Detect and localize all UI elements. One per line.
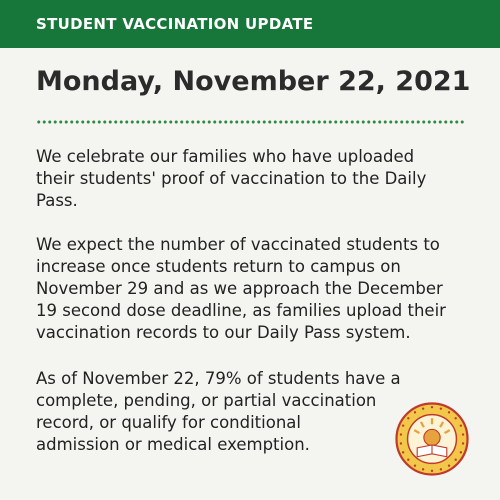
header-banner [0,0,500,48]
paragraph-line: Pass. [36,191,78,210]
paragraph-line: As of November 22, 79% of students have a [36,369,401,388]
paragraph-line: complete, pending, or partial vaccination [36,391,377,410]
paragraph-line: vaccination records to our Daily Pass system. [36,323,411,342]
paragraph-line: their students' proof of vaccination to the Daily [36,169,427,188]
paragraph-line: increase once students return to campus on [36,257,401,276]
dotted-divider [36,120,464,124]
paragraph-line: We expect the number of vaccinated students to [36,235,440,254]
banner-title: STUDENT VACCINATION UPDATE [36,15,314,33]
page-title: Monday, November 22, 2021 [36,66,471,97]
district-seal-logo [395,402,469,476]
paragraph-line: November 29 and as we approach the December [36,279,443,298]
paragraph-expectation [36,234,484,344]
paragraph-status [36,368,404,456]
paragraph-line: 19 second dose deadline, as families upload their [36,301,446,320]
paragraph-line: We celebrate our families who have uploaded [36,147,415,166]
paragraph-line: admission or medical exemption. [36,435,310,454]
paragraph-line: record, or qualify for conditional [36,413,301,432]
paragraph-celebrate [36,146,476,212]
